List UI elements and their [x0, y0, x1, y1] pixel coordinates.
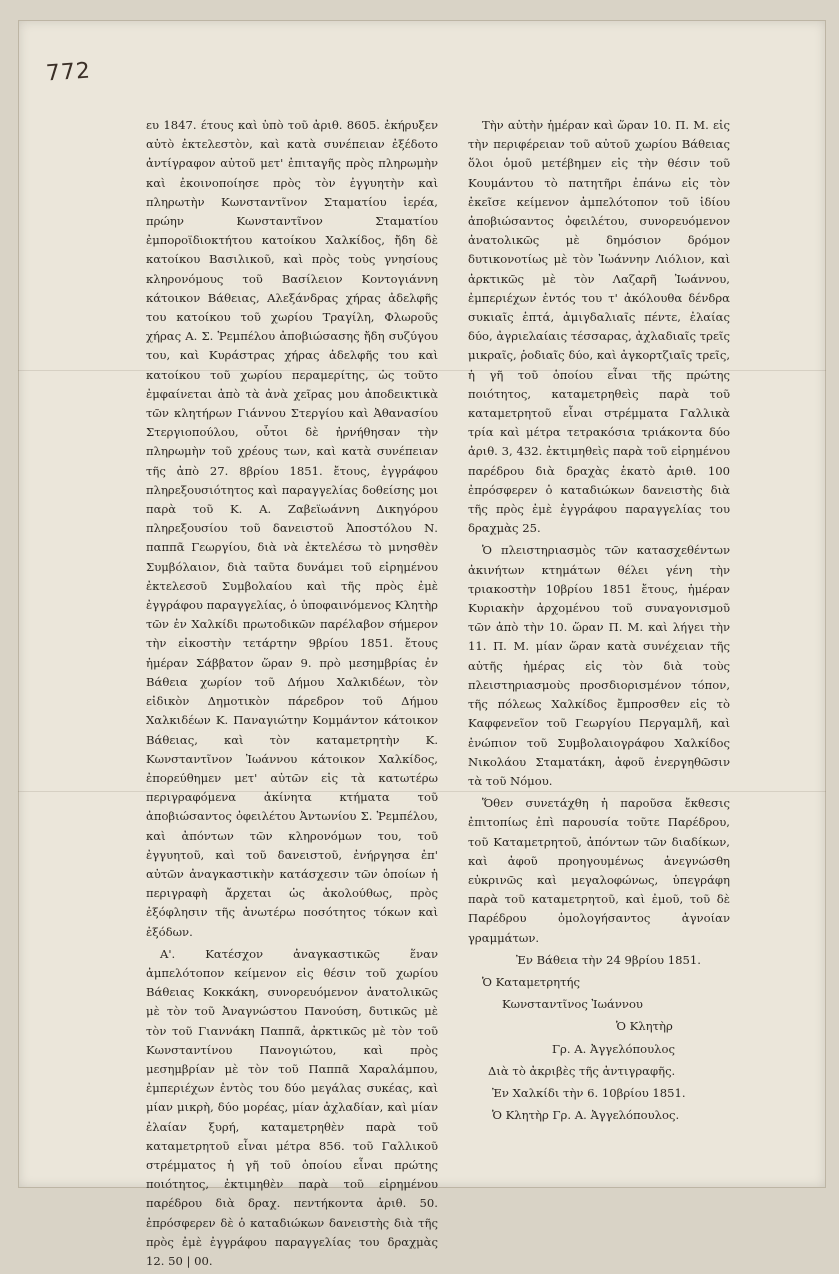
- signature-line: Γρ. Α. Ἀγγελόπουλος: [552, 1041, 676, 1056]
- signature-line: Ὁ Κλητὴρ: [616, 1019, 673, 1034]
- signature-line: Ὁ Κλητὴρ Γρ. Α. Ἀγγελόπουλος.: [492, 1108, 680, 1123]
- paragraph: Α'. Κατέσχον ἀναγκαστικῶς ἕναν ἀμπελότοπον κείμενον εἰς θέσιν τοῦ χωρίου Βάθειας Κοκκάκη, συνορευόμενον ἀνατολικῶς μὲ τὸν τοῦ Ἀναγνώστου Πανούση, δυτικῶς μὲ τὸν τοῦ Γιαννάκη Παππᾶ, ἀρκτικῶς μὲ τὸν τοῦ Κωνσταντίνου Πανογιώτου, καὶ πρὸς μεσημβρίαν μὲ τὸν τοῦ Παππᾶ Χαραλάμπου, ἐμπεριέχων ἐντὸς του δύο μεγάλας συκέας, καὶ μίαν μικρὴ, δύο μορέας, μίαν ἀχλαδίαν, καὶ μίαν ἐλαίαν ξυρή, καταμετρηθὲν παρὰ τοῦ καταμετρητοῦ εἶναι μέτρα 856. τοῦ Γαλλικοῦ στρέμματος ἡ γῆ τοῦ ὁποίου εἶναι πρώτης ποιότητος, ἐκτιμηθὲν παρὰ τοῦ εἰρημένου παρέδρου διὰ δραχ. πεντήκοντα ἀριθ. 50. ἐπρόσφερεν δὲ ὁ καταδιώκων δανειστὴς διὰ τῆς πρὸς ἐμὲ ἐγγράφου παραγγελίας του δραχμὰς 12. 50 | 00.: [146, 946, 438, 1268]
- signature-block: [468, 951, 730, 1126]
- signature-line: Κωνσταντῖνος Ἰωάννου: [502, 997, 643, 1012]
- signature-line: Διὰ τὸ ἀκριβὲς τῆς ἀντιγραφῆς.: [488, 1063, 676, 1078]
- paragraph: Τὴν αὐτὴν ἡμέραν καὶ ὥραν 10. Π. Μ. εἰς τὴν περιφέρειαν τοῦ αὐτοῦ χωρίου Βάθειας ὅλοι ὁμοῦ μετέβημεν εἰς τὴν θέσιν τοῦ Κουμάντου τὸ πατητῆρι ἐπάνω εἰς τὸν ἐκεῖσε κείμενον ἀμπελότοπον τοῦ ἰδίου ἀποβιώσαντος ὀφειλέτου, συνορευόμενον ἀνατολικῶς μὲ δημόσιον δρόμον δυτικονοτίως μὲ τὸν Ἰωάννην Λιόλιον, καὶ ἀρκτικῶς μὲ τὸν Λαζαρῆ Ἰωάννου, ἐμπεριέχων ἐντός του τ' ἀκόλουθα δένδρα συκιαῖς ἑπτά, ἀμιγδαλιαῖς πέντε, ἐλαίας δύο, ἀγριελαίαις τέσσαρας, ἀχλαδιαῖς τρεῖς μικραῖς, ῥοδιαῖς δύο, καὶ ἀγκορτζιαῖς τρεῖς, ἡ γῆ τοῦ ὁποίου εἶναι τῆς πρώτης ποιότητος, καταμετρηθεὶς παρὰ τοῦ καταμετρητοῦ εἶναι στρέμματα Γαλλικὰ τρία καὶ μέτρα τετρακόσια τριάκοντα δύο ἀριθ. 3, 432. ἐκτιμηθεὶς παρὰ τοῦ εἰρημένου παρέδρου διὰ δραχὰς ἑκατὸ ἀριθ. 100 ἐπρόσφερεν ὁ καταδιώκων δανειστὴς διὰ τῆς πρὸς ἐμὲ ἐγγράφου παραγγελίας του δραχμὰς 25.: [468, 118, 730, 536]
- paragraph: Ὅθεν συνετάχθη ἡ παροῦσα ἔκθεσις ἐπιτοπίως ἐπὶ παρουσία τοῦτε Παρέδρου, τοῦ Καταμετρητοῦ, ἀπόντων τῶν διαδίκων, καὶ ἀφοῦ προηγουμένως ἀνεγνώσθη εὐκρινῶς καὶ μεγαλοφώνως, ὑπεγράφη παρὰ τοῦ καταμετρητοῦ, καὶ ἐμοῦ, τοῦ δὲ Παρέδρου ὁμολογήσαντος ἀγνοίαν γραμμάτων.: [468, 796, 730, 945]
- handwritten-page-number: 772: [45, 58, 92, 87]
- right-column: [468, 116, 730, 1128]
- paragraph: ευ 1847. έτους καὶ ὑπὸ τοῦ ἀριθ. 8605. ἐκήρυξεν αὐτὸ ἐκτελεστὸν, καὶ κατὰ συνέπειαν ἐξέδοτο ἀντίγραφον αὐτοῦ μετ' ἐπιταγῆς πρὸς πληρωμὴν καὶ ἐκοινοποίησε πρὸς τὸν ἐγγυητὴν καὶ πληρωτὴν Κωνσταντῖνον Σταματίου ἱερέα, πρώην Κωνσταντῖνον Σταματίου ἐμποροϊδιοκτήτου κατοίκου Χαλκίδος, ἤδη δὲ κατοίκου Βασιλικοῦ, καὶ πρὸς τοὺς γνησίους κληρονόμους τοῦ Βασίλειον Κοντογιάννη κάτοικον Βάθειας, Αλεξάνδρας χήρας ἀδελφῆς του κατοίκου τοῦ χωρίου Τραγίλη, Φλωροῦς χήρας Α. Σ. Ῥεμπέλου ἀποβιώσασης ἤδη συζύγου του, καὶ Κυράστρας χήρας ἀδελφῆς του καὶ κατοίκου τοῦ χωρίου περαμερίτης, ὡς τοῦτο ἐμφαίνεται ἀπὸ τὰ ἀνὰ χεῖρας μου ἀποδεικτικὰ τῶν κλητήρων Γιάννου Στεργίου καὶ Ἀθανασίου Στεργιοπούλου, οὗτοι δὲ ἠρνήθησαν τὴν πληρωμὴν τοῦ χρέους των, καὶ κατὰ συνέπειαν τῆς ἀπὸ 27. 8βρίου 1851. ἔτους, ἐγγράφου πληρεξουσιότητος καὶ παραγγελίας δοθείσης μοι παρὰ τοῦ Κ. Α. Ζαβεϊωάννη Δικηγόρου πληρεξουσίου τοῦ δανειστοῦ Ἀποστόλου Ν. παππᾶ Γεωργίου, διὰ νὰ ἐκτελέσω τὸ μνησθὲν Συμβόλαιον, διὰ ταῦτα δυνάμει τοῦ εἰρημένου ἐκτελεσοῦ Συμβολαίου καὶ τῆς πρὸς ἐμὲ ἐγγράφου παραγγελίας, ὁ ὑποφαινόμενος Κλητὴρ τῶν ἐν Χαλκίδι πρωτοδικῶν παρέλαβον σήμερον τὴν εἰκοστὴν τετάρτην 9βρίου 1851. ἔτους ἡμέραν Σάββατον ὥραν 9. πρὸ μεσημβρίας ἐν Βάθεια χωρίον τοῦ Δήμου Χαλκιδέων, τὸν εἰδικὸν Δημοτικὸν πάρεδρον τοῦ Δήμου Χαλκιδέων Κ. Παναγιώτην Κομμάντον κάτοικον Βάθειας, καὶ τὸν καταμετρητὴν Κ. Κωνσταντῖνον Ἰωάννου κάτοικον Χαλκίδος, ἐπορεύθημεν μετ' αὐτῶν εἰς τὰ κατωτέρω περιγραφόμενα ἀκίνητα κτήματα τοῦ ἀποβιώσαντος ὀφειλέτου Ἀντωνίου Σ. Ῥεμπέλου, καὶ ἀπόντων τῶν κληρονόμων του, τοῦ ἐγγυητοῦ, καὶ τοῦ δανειστοῦ, ἐνήργησα ἐπ' αὐτῶν ἀναγκαστικὴν κατάσχεσιν τῶν ὁποίων ἡ περιγραφὴ ἄρχεται ὡς ἀκολούθως, πρὸς ἐξόφλησιν τῆς ἀνωτέρω ποσότητος τόκων καὶ ἐξόδων.: [146, 118, 438, 939]
- paragraph: Ὁ πλειστηριασμὸς τῶν κατασχεθέντων ἀκινήτων κτημάτων θέλει γένη τὴν τριακοστὴν 10βρίου 1851 ἔτους, ἡμέραν Κυριακὴν ἀρχομένου τοῦ συναγονισμοῦ τῶν ἀπὸ τὴν 10. ὥραν Π. Μ. καὶ λήγει τὴν 11. Π. Μ. μίαν ὥραν κατὰ συνέχειαν τῆς αὐτῆς ἡμέρας εἰς τὸν διὰ τοὺς πλειστηριασμοὺς προσδιορισμένον τόπον, τῆς πόλεως Χαλκίδος ἔμπροσθεν εἰς τὸ Καφφενεῖον τοῦ Γεωργίου Περγαμλῆ, καὶ ἐνώπιον τοῦ Συμβολαιογράφου Χαλκίδος Νικολάου Σταματάκη, ἀφοῦ ἐνεργηθῶσιν τὰ τοῦ Νόμου.: [468, 543, 730, 788]
- signature-line: Ὁ Καταμετρητής: [482, 974, 580, 989]
- signature-line: Ἐν Χαλκίδι τὴν 6. 10βρίου 1851.: [492, 1085, 686, 1100]
- left-column: [146, 116, 438, 1274]
- signature-line: Ἐν Βάθεια τὴν 24 9βρίου 1851.: [516, 952, 701, 967]
- document-page: [18, 20, 826, 1268]
